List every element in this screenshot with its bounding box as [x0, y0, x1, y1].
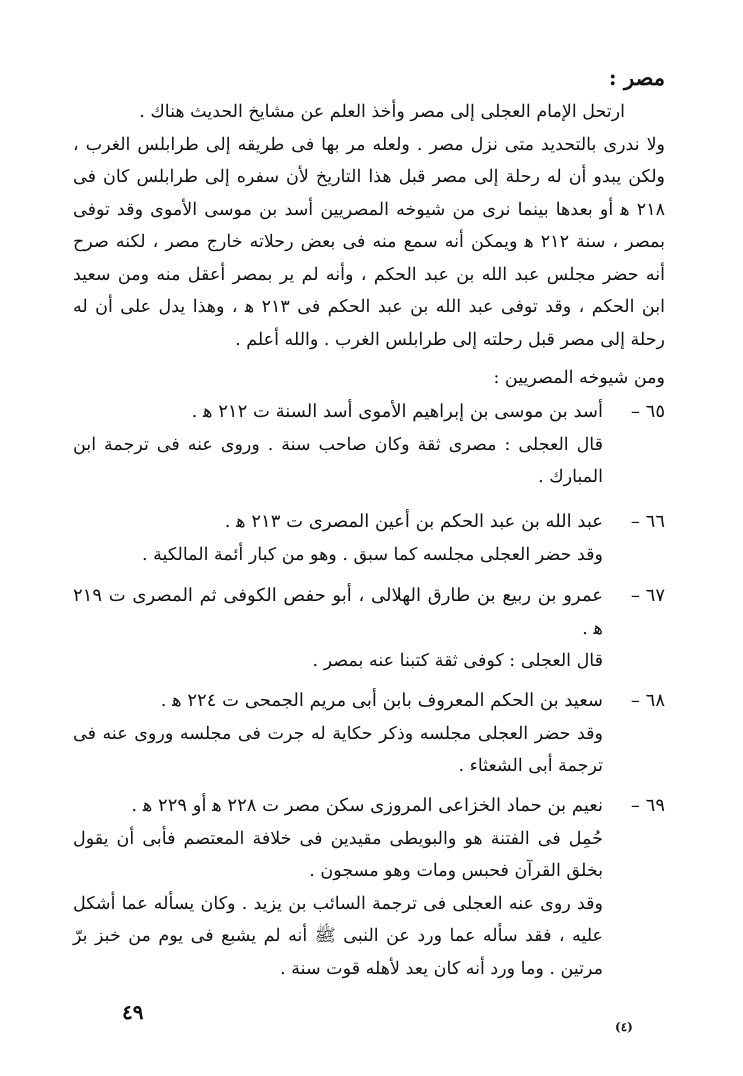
- section-heading: مصر :: [608, 65, 665, 90]
- entry-note: وقد حضر العجلى مجلسه كما سبق . وهو من كبار أئمة المالكية .: [142, 544, 603, 565]
- entry-number: ٦٦ –: [630, 511, 665, 532]
- intro-body: ولا ندرى بالتحديد متى نزل مصر . ولعله مر بها فى طريقه إلى طرابلس الغرب ، ولكن يبدو أن له رحلة إلى مصر قبل هذا التاريخ لأن سفره إلى طرابلس كان فى ٢١٨ ﻫ أو بعدها بينما نرى من شيوخه المصريين أسد بن موسى الأموى وقد توفى بمصر ، سنة ٢١٢ ﻫ ويمكن أنه سمع منه فى بعض رحلاته خارج مصر ، لكنه صرح أنه حضر مجلس عبد الله بن عبد الحكم ، وأنه لم ير بمصر أعقل منه ومن سعيد ابن الحكم ، وقد توفى عبد الله بن عبد الحكم فى ٢١٣ ﻫ ، وهذا يدل على أن له رحلة إلى مصر قبل رحلته إلى طرابلس الغرب . والله أعلم .: [73, 134, 666, 350]
- intro-first-line: ارتحل الإمام العجلى إلى مصر وأخذ العلم عن مشايخ الحديث هناك .: [139, 102, 625, 122]
- entry-title: نعيم بن حماد الخزاعى المروزى سكن مصر ت ٢٢٨ ﻫ أو ٢٢٩ ﻫ .: [131, 795, 603, 816]
- entry-body: [73, 685, 603, 783]
- entry-body: [73, 580, 603, 678]
- entry-title: عبد الله بن عبد الحكم بن أعين المصرى ت ٢١٣ ﻫ .: [224, 511, 603, 532]
- page-number: ٤٩: [122, 1000, 144, 1024]
- entry-number: ٦٧ –: [630, 585, 665, 606]
- entry-body: [73, 790, 603, 985]
- entry-66: [73, 506, 665, 571]
- entry-title: عمرو بن ربيع بن طارق الهلالى ، أبو حفص الكوفى ثم المصرى ت ٢١٩ ﻫ .: [73, 585, 603, 639]
- entry-number: ٦٩ –: [630, 795, 665, 816]
- entry-body: [73, 396, 603, 494]
- entry-note: قال العجلى : مصرى ثقة وكان صاحب سنة . وروى عنه فى ترجمة ابن المبارك .: [73, 434, 603, 487]
- entry-68: [73, 685, 665, 783]
- entry-title: أسد بن موسى بن إبراهيم الأموى أسد السنة ت ٢١٢ ﻫ .: [191, 401, 603, 422]
- entry-body: [73, 506, 603, 571]
- signature-mark: (٤): [615, 1020, 633, 1034]
- entry-note: وقد روى عنه العجلى فى ترجمة السائب بن يزيد . وكان يسأله عما أشكل عليه ، فقد سأله عما ورد عن النبى ﷺ أنه لم يشبع فى يوم من خبز برّ مرتين . وما ورد أنه كان يعد لأهله قوت سنة .: [73, 893, 603, 979]
- entry-title: سعيد بن الحكم المعروف بابن أبى مريم الجمحى ت ٢٢٤ ﻫ .: [160, 690, 603, 711]
- entry-note: حُمِل فى الفتنة هو والبويطى مقيدين فى خلافة المعتصم فأبى أن يقول بخلق القرآن فحبس ومات وهو مسجون .: [73, 828, 603, 881]
- entry-69: [73, 790, 665, 985]
- intro-paragraph: [73, 96, 665, 356]
- entry-number: ٦٥ –: [630, 401, 665, 422]
- entry-65: [73, 396, 665, 494]
- entry-note: وقد حضر العجلى مجلسه وذكر حكاية له جرت فى مجلسه وروى عنه فى ترجمة أبى الشعثاء .: [73, 723, 603, 776]
- entry-67: [73, 580, 665, 678]
- teachers-subheading: ومن شيوخه المصريين :: [493, 368, 665, 388]
- entry-note: قال العجلى : كوفى ثقة كتبنا عنه بمصر .: [312, 651, 603, 671]
- entry-number: ٦٨ –: [630, 690, 665, 711]
